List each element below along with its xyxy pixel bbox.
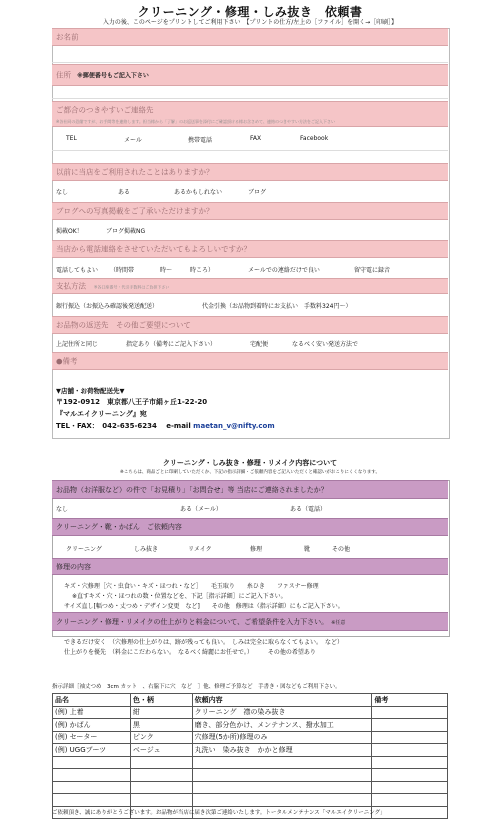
q1-section-header xyxy=(52,480,448,499)
payment-label: 支払方法 xyxy=(56,281,86,291)
table-cell[interactable] xyxy=(372,744,448,757)
q3-section-header xyxy=(52,558,448,575)
table-cell[interactable] xyxy=(53,781,131,794)
table-cell[interactable]: 黒 xyxy=(130,719,192,732)
address-input-line[interactable] xyxy=(52,98,448,99)
contact-option-tel[interactable]: TEL xyxy=(66,135,77,142)
q4-line2[interactable]: 仕上がりを優先 （料金にこだわらない。 なるべく綺麗にお任せで。） その他の希望あり xyxy=(64,649,316,656)
used-before-option-blog[interactable]: ブログ xyxy=(248,189,267,196)
print-instructions: 入力の後、このページをプリントしてご利用下さい 【プリントの仕方/左上の［ファイル］を開く→［印刷］】 xyxy=(102,19,398,26)
table-cell[interactable]: ピンク xyxy=(130,731,192,744)
col-header-request: 依頼内容 xyxy=(192,694,372,707)
blog-option-ok[interactable]: 掲載OK！ xyxy=(56,228,83,235)
table-cell[interactable] xyxy=(53,756,131,769)
table-cell[interactable] xyxy=(192,769,372,782)
table-cell[interactable]: 穴修理(5か所)修理のみ xyxy=(192,731,372,744)
table-cell[interactable] xyxy=(53,794,131,807)
phone-time-mid-label: 時～ xyxy=(160,267,173,274)
table-cell[interactable] xyxy=(372,719,448,732)
contact-option-fax[interactable]: FAX xyxy=(250,135,262,142)
table-row xyxy=(53,756,448,769)
table-cell[interactable]: 紺 xyxy=(130,706,192,719)
phone-label: 当店から電話連絡をさせていただいてもよろしいですか？ xyxy=(56,244,251,254)
address-note: ※郵便番号もご記入下さい xyxy=(77,72,149,80)
return-option-same[interactable]: 上記住所と同じ xyxy=(56,341,99,348)
table-cell[interactable]: (例) UGGブーツ xyxy=(53,744,131,757)
table-header-row xyxy=(53,694,448,707)
q2-option-shoes[interactable]: 靴 xyxy=(304,546,311,553)
form2-heading: クリーニング・しみ抜き・修理・リメイク内容について xyxy=(162,459,338,467)
phone-option-ok[interactable]: 電話してもよい xyxy=(56,267,99,274)
col-header-notes: 備考 xyxy=(372,694,448,707)
table-cell[interactable]: ベージュ xyxy=(130,744,192,757)
return-option-specified[interactable]: 指定あり（備考にご記入下さい） xyxy=(126,341,217,348)
table-row xyxy=(53,731,448,744)
payment-option-cod[interactable]: 代金引換（お品物到着時にお支払い 手数料324円～） xyxy=(202,303,352,310)
phone-time-from-label: （時間帯 xyxy=(110,267,135,274)
q3-line1[interactable]: キズ・穴修理［穴・虫食い・キズ・ほつれ・など］ 毛玉取り 糸ひき ファスナー修理 xyxy=(64,583,319,590)
q1-option-phone[interactable]: ある（電話） xyxy=(290,506,327,513)
table-cell[interactable] xyxy=(372,781,448,794)
phone-section-header xyxy=(52,240,448,258)
shipping-tel-fax: TEL・FAX： 042-635-6234 e-mail xyxy=(56,422,194,430)
table-cell[interactable] xyxy=(372,756,448,769)
contact-section-header xyxy=(52,101,448,127)
address-section-header xyxy=(52,64,448,86)
table-row xyxy=(53,769,448,782)
contact-option-facebook[interactable]: Facebook xyxy=(300,135,329,142)
q2-option-remake[interactable]: リメイク xyxy=(188,546,212,553)
used-before-option-none[interactable]: なし xyxy=(56,189,69,196)
table-cell[interactable] xyxy=(372,794,448,807)
table-cell[interactable] xyxy=(372,769,448,782)
blog-label: ブログへの写真掲載をご了承いただけますか？ xyxy=(56,206,214,216)
return-option-courier[interactable]: 宅配便 xyxy=(250,341,269,348)
table-cell[interactable] xyxy=(130,769,192,782)
page-title: クリーニング・修理・しみ抜き 依頼書 xyxy=(137,5,363,19)
q4-section-header xyxy=(52,612,448,631)
table-cell[interactable]: クリーニング 襟の染み抜き xyxy=(192,706,372,719)
q2-section-header xyxy=(52,518,448,536)
remarks-section-header xyxy=(52,352,448,370)
blog-option-ng[interactable]: ブログ掲載NG xyxy=(106,228,146,235)
shipping-email-link[interactable]: maetan_v@nifty.com xyxy=(193,422,275,430)
table-cell[interactable] xyxy=(130,756,192,769)
q1-option-mail[interactable]: ある（メール） xyxy=(180,506,222,513)
table-row xyxy=(53,781,448,794)
blog-section-header xyxy=(52,202,448,220)
address-label: 住所 xyxy=(56,70,71,80)
name-label: お名前 xyxy=(56,32,79,42)
footer-text: ご依頼頂き、誠にありがとうございます。お品物が当店に届き次第ご連絡いたします。トータルメンテナンス「マルエイクリーニング」 xyxy=(52,810,386,816)
payment-section-header xyxy=(52,278,448,294)
return-option-cheapest[interactable]: なるべく安い発送方法で xyxy=(292,341,359,348)
table-cell[interactable]: 丸洗い 染み抜き かかと修理 xyxy=(192,744,372,757)
table-row xyxy=(53,794,448,807)
table-cell[interactable] xyxy=(372,706,448,719)
table-cell[interactable] xyxy=(130,781,192,794)
shipping-contact xyxy=(56,421,275,431)
return-section-header xyxy=(52,316,448,334)
table-row xyxy=(53,706,448,719)
q4-note: ※任意 xyxy=(331,619,346,626)
contact-input-line[interactable] xyxy=(52,150,448,151)
payment-note: ※各口座番号・代引手数料はご負担下さい xyxy=(94,284,170,290)
q4-label: クリーニング・修理・リメイクの仕上がりと料金について、ご希望条件を入力下さい。 xyxy=(56,617,329,626)
q2-option-stain[interactable]: しみ抜き xyxy=(134,546,159,553)
col-header-item: 品名 xyxy=(53,694,131,707)
used-before-option-maybe[interactable]: あるかもしれない xyxy=(174,189,223,196)
remarks-label: ●備考 xyxy=(56,356,78,366)
return-label: お品物の返送先 その他ご要望について xyxy=(56,320,191,330)
table-row xyxy=(53,744,448,757)
q2-label: クリーニング・靴・かばん ご依頼内容 xyxy=(56,523,182,531)
contact-option-mail[interactable]: メール xyxy=(124,137,142,144)
shipping-recipient: 『マルエイクリーニング』宛 xyxy=(56,410,147,418)
request-table xyxy=(52,693,448,819)
table-cell[interactable] xyxy=(130,794,192,807)
phone-option-voicemail[interactable]: 留守電に録音 xyxy=(354,267,391,274)
phone-option-mail-only[interactable]: メールでの連絡だけで良い xyxy=(248,267,320,274)
table-cell[interactable] xyxy=(372,731,448,744)
q3-line2: ※直すキズ・穴・ほつれの数・位置などを、下記［指示詳細］にご記入下さい。 xyxy=(72,593,287,600)
used-before-label: 以前に当店をご利用されたことはありますか？ xyxy=(56,167,214,177)
table-cell[interactable] xyxy=(192,794,372,807)
table-cell[interactable] xyxy=(192,781,372,794)
table-row xyxy=(53,719,448,732)
form2-heading-note: ※こちらは、商品ごとに印刷していただくか、下記の指示詳細・ご依頼内容をご記入いただくと確認いがおこりにくくなります。 xyxy=(120,470,380,475)
table-cell[interactable] xyxy=(192,756,372,769)
table-cell[interactable]: 磨き、部分色かけ、メンテナンス、撥水加工 xyxy=(192,719,372,732)
used-before-section-header xyxy=(52,163,448,181)
table-cell[interactable] xyxy=(53,769,131,782)
contact-label: ご都合のつきやすいご連絡先 xyxy=(56,105,154,115)
q2-option-repair[interactable]: 修理 xyxy=(250,546,263,553)
used-before-option-yes[interactable]: ある xyxy=(118,189,131,196)
shipping-address: 〒192-0912 東京都八王子市絹ヶ丘1-22-20 xyxy=(56,398,208,406)
name-input-line[interactable] xyxy=(52,62,448,63)
col-header-color: 色・柄 xyxy=(130,694,192,707)
shipping-header: ▼店舗・お荷物配送先▼ xyxy=(56,387,125,395)
contact-option-mobile[interactable]: 携帯電話 xyxy=(188,137,213,144)
name-section-header xyxy=(52,28,448,46)
q1-label: お品物（お洋服など）の件で「お見積り」「お問合せ」等 当店にご連絡されましたか？ xyxy=(56,485,328,494)
q2-option-other[interactable]: その他 xyxy=(332,546,351,553)
table-cell[interactable]: (例) 上着 xyxy=(53,706,131,719)
q3-label: 修理の内容 xyxy=(56,562,91,571)
payment-option-bank[interactable]: 銀行振込（お振込み確認後発送配送） xyxy=(56,303,159,310)
contact-hint: ※各社同の恐縮ですが、お手間等を連絡します。担当様から「了解」のお返送事を添付にご確認頂ける様お含さめて、連絡のつきやすい方法をご記入下さい xyxy=(56,119,335,124)
instructions-note: 指示詳細［袖丈つめ 3cm カット 、右脇下に穴 など ］他、修理ご予算など 手書き・図などもご利用下さい。 xyxy=(52,684,341,690)
phone-time-to-label: 時ころ） xyxy=(190,267,215,274)
q1-option-none[interactable]: なし xyxy=(56,506,69,513)
q3-line3[interactable]: サイズ直し[幅つめ・丈つめ・デザイン変更 など] その他 修理は（指示詳細）にもご記入下さい。 xyxy=(64,603,344,610)
table-cell[interactable]: (例) セーター xyxy=(53,731,131,744)
q2-option-cleaning[interactable]: クリーニング xyxy=(66,546,102,553)
table-cell[interactable]: (例) かばん xyxy=(53,719,131,732)
q4-line1[interactable]: できるだけ安く （穴修理の仕上がりは、跡が残っても良い。 しみは完全に取らなくてもよい。 など） xyxy=(64,639,344,646)
